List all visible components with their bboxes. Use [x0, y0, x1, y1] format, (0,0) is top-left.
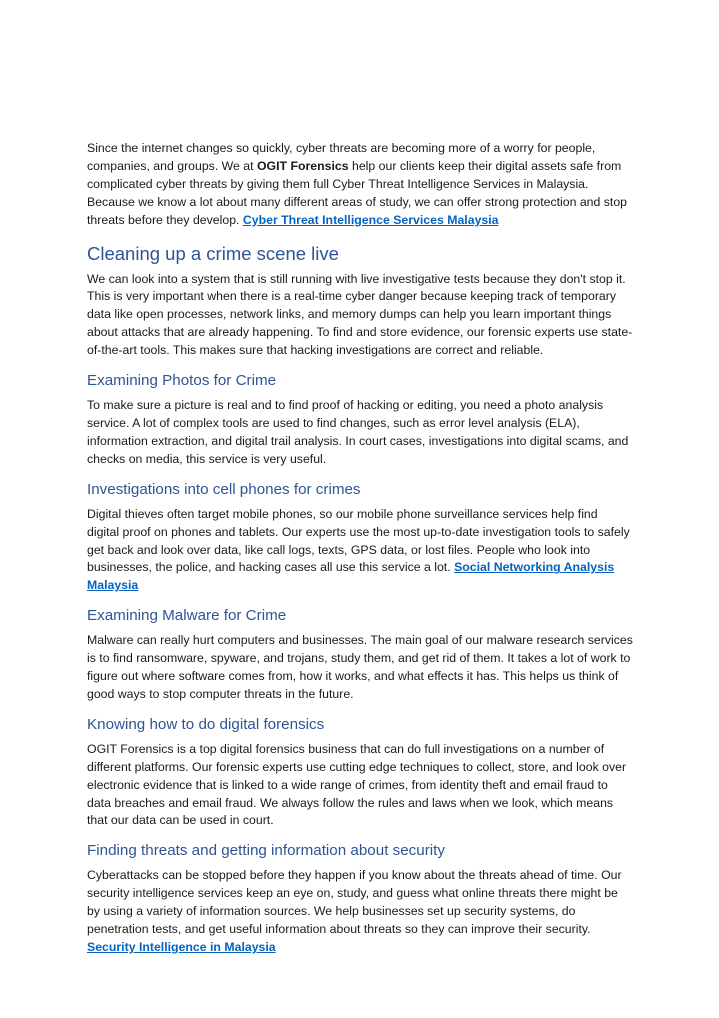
cti-services-link[interactable]: Cyber Threat Intelligence Services Malaysia [242, 212, 499, 227]
intro-text-1: Since the internet changes so quickly, cyber threats are becoming more of a worry for people, companies, and groups. We at [87, 141, 596, 173]
company-name: OGIT Forensics [256, 158, 349, 173]
section-text-live-forensics: We can look into a system that is still running with live investigative tests because they don't stop it. This is very important when there is a real-time cyber danger because keeping track of temporary data like open processes, network links, and memory dumps can help you learn important things about attacks that are already happening. To find and store evidence, our forensic experts use state-of-the-art tools. This makes sure that hacking investigations are correct and reliable. [87, 271, 633, 358]
mobile-forensics-body: Digital thieves often target mobile phones, so our mobile phone surveillance services help find digital proof on phones and tablets. Our experts use the most up-to-date investigation tools to safely get back and look over data, like call logs, texts, GPS data, or lost files. People who look into businesses, the police, and hacking cases all use this service a lot. [87, 506, 630, 575]
section-heading-live-forensics: Cleaning up a crime scene live [87, 242, 339, 264]
intro-text-2: help our clients keep their digital assets safe from complicated cyber threats by giving them full Cyber Threat Intelligence Services in Malaysia. Because we know a lot about many different areas of study, we can offer strong protection and stop threats before they develop. [87, 158, 628, 227]
section-text-mobile-forensics [87, 506, 633, 596]
section-text-photo-forensics: To make sure a picture is real and to find proof of hacking or editing, you need a photo analysis service. A lot of complex tools are used to find changes, such as error level analysis (ELA), information extraction, and digital trail analysis. In court cases, investigations into digital scams, and checks on media, this service is very useful. [87, 398, 629, 466]
security-intelligence-link[interactable]: Security Intelligence in Malaysia [87, 940, 276, 954]
section-heading-malware-analysis: Examining Malware for Crime [87, 607, 287, 625]
section-text-digital-forensics: OGIT Forensics is a top digital forensics business that can do full investigations on a number of different platforms. Our forensic experts use cutting edge techniques to collect, store, and look over electronic evidence that is linked to a wide range of crimes, from identity theft and email fraud to data breaches and email fraud. We always follow the rules and laws when we look, which means that our data can be used in court. [87, 741, 627, 828]
section-heading-digital-forensics: Knowing how to do digital forensics [87, 715, 325, 733]
section-text-malware-analysis: Malware can really hurt computers and businesses. The main goal of our malware research services is to find ransomware, spyware, and trojans, study them, and get rid of them. It takes a lot of work to figure out where software comes from, how it works, and what effects it has. This helps us think of good ways to stop computer threats in the future. [87, 633, 633, 701]
threat-intelligence-body: Cyberattacks can be stopped before they happen if you know about the threats ahead of time. Our security intelligence services keep an eye on, study, and guess what online threats there might be by using a variety of information sources. We help businesses set up security systems, do penetration tests, and get useful information about threats so they can improve their security. [87, 868, 622, 937]
social-networking-link[interactable]: Social Networking Analysis Malaysia [87, 560, 615, 593]
section-text-threat-intelligence [87, 867, 633, 957]
section-heading-mobile-forensics: Investigations into cell phones for crimes [87, 480, 361, 498]
section-heading-photo-forensics: Examining Photos for Crime [87, 372, 277, 390]
section-heading-threat-intelligence: Finding threats and getting information about security [87, 842, 445, 860]
intro-paragraph [87, 140, 633, 230]
